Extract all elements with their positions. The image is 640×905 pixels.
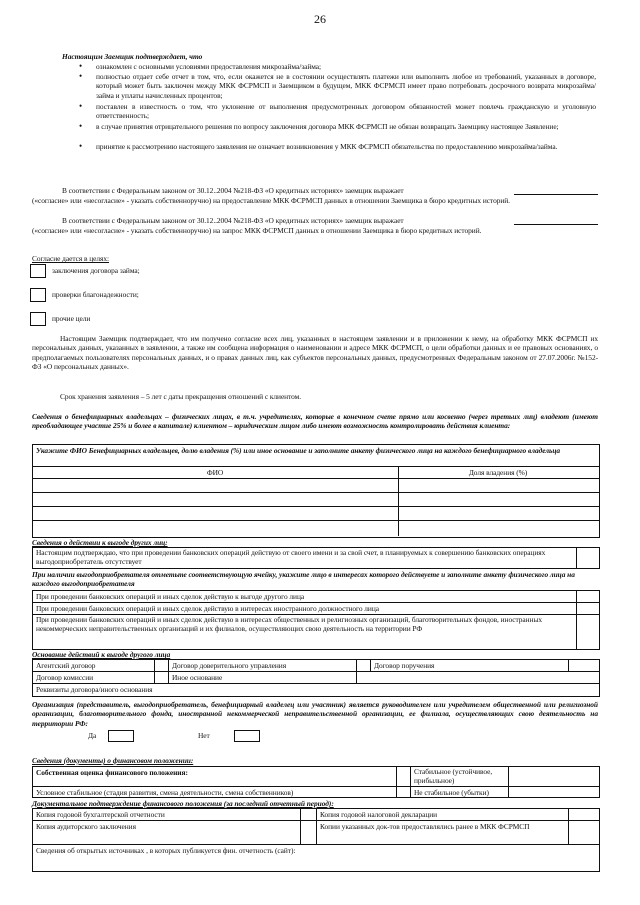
option-1-checkbox[interactable] bbox=[578, 591, 596, 601]
beneficiary-table-instruction: Укажите ФИО Бенефициарных владельцев, долю владения (%) или иное основание и заполните анкету физического лица на каждого бенефициарного владельца bbox=[36, 446, 561, 455]
option-2-checkbox[interactable] bbox=[578, 603, 596, 613]
others-confirm-checkbox[interactable] bbox=[578, 549, 596, 566]
beneficiary-heading: Сведения о бенефициарных владельцах – физических лицах, в т.ч. учредителях, которые в конечном счете прямо или косвенно (через третьих лиц) владеют (имеют преобладающее участие 25% и более в капитале) клиентом – юридическим лицом либо имеют возможность контролировать действия клиента: bbox=[32, 412, 598, 431]
table-rule bbox=[32, 683, 600, 684]
no-checkbox[interactable] bbox=[234, 730, 260, 742]
beneficiary-table bbox=[32, 444, 600, 538]
table-rule bbox=[32, 786, 600, 787]
ground-other-label: Иное основание bbox=[172, 673, 223, 682]
beneficiary-name-cell[interactable] bbox=[33, 479, 397, 491]
bullet-2: • полностью отдает себе отчет в том, что, если окажется не в состоянии осуществлять платежи или выполнить любое из требований, указанных в договоре, который может быть заключен между МКК ФСРМСП и Заемщиком в будущем, МКК ФСРМСП имеет право потребовать досрочного возврата микрозайма/займа и уплаты начисленных процентов; bbox=[96, 72, 596, 100]
ground-other-field[interactable] bbox=[358, 673, 596, 682]
tax-declaration-label: Копия годовой налоговой декларации bbox=[320, 810, 438, 819]
table-col-divider bbox=[396, 766, 397, 797]
table-col-divider bbox=[508, 766, 509, 797]
table-rule bbox=[32, 520, 600, 521]
storage-term: Срок хранения заявления – 5 лет с даты прекращения отношений с клиентом. bbox=[60, 392, 302, 401]
beneficiary-share-cell[interactable] bbox=[399, 479, 597, 491]
table-col-divider bbox=[568, 659, 569, 671]
ground-commission-label: Договор комиссии bbox=[36, 673, 94, 682]
table-rule bbox=[32, 506, 600, 507]
col-header-name: ФИО bbox=[206, 468, 224, 477]
option-3-label: При проведении банковских операций и иных сделок действую в интересах общественных и религиозных организаций, благотворительных фондов, иностранных некоммерческих неправительственных организаций и их филиалов, осуществляющих свою деятельность на территории РФ bbox=[36, 615, 543, 634]
consent-2-text: В соответствии с Федеральным законом от 30.12..2004 №218-ФЗ «О кредитных историях» заемщик выражает bbox=[62, 216, 404, 225]
purpose-3-label: прочие цели bbox=[52, 314, 91, 323]
docs-heading: Документальное подтверждение финансового положения (за последний отчетный период): bbox=[32, 799, 334, 808]
ground-order-checkbox[interactable] bbox=[570, 661, 596, 670]
ground-trust-label: Договор доверительного управления bbox=[172, 661, 287, 670]
table-col-divider bbox=[576, 547, 577, 568]
ground-requisites-label: Реквизиты договора/иного основания bbox=[36, 685, 153, 694]
beneficiary-present-heading: При наличии выгодоприобретателя отметьте соответствующую ячейку, укажите лицо в интересах которого действуете и заполните анкету физического лица на каждого выгодоприобретателя bbox=[32, 570, 575, 589]
table-col-divider bbox=[568, 808, 569, 844]
consent-2-cont: («согласие» или «несогласие» - указать собственноручно) на запрос МКК ФСРМСП данных в отношении Заемщика в бюро кредитных историй. bbox=[32, 226, 482, 235]
ground-agent-label: Агентский договор bbox=[36, 661, 96, 670]
annual-report-checkbox[interactable] bbox=[302, 810, 315, 819]
table-col-divider bbox=[168, 659, 169, 683]
self-assessment-label: Собственная оценка финансового положения: bbox=[36, 768, 188, 777]
table-rule bbox=[32, 492, 600, 493]
consent-1-cont: («согласие» или «несогласие» - указать собственноручно) на предоставление МКК ФСРМСП данных в отношении Заемщика в бюро кредитных историй. bbox=[32, 196, 510, 205]
purpose-3-checkbox[interactable] bbox=[30, 312, 46, 326]
table-col-divider bbox=[154, 659, 155, 683]
stable-checkbox[interactable] bbox=[398, 768, 409, 784]
bullet-3: • поставлен в известность о том, что уклонение от выполнения предусмотренных договором обязанностей может повлечь гражданскую и уголовную ответственность; bbox=[96, 102, 596, 121]
table-col-divider bbox=[410, 766, 411, 797]
audit-checkbox[interactable] bbox=[302, 822, 315, 843]
confirm-heading: Настоящим Заемщик подтверждает, что bbox=[62, 52, 203, 61]
table-col-divider bbox=[356, 659, 357, 671]
option-2-label: При проведении банковских операций и иных сделок действую в интересах иностранного должностного лица bbox=[36, 604, 379, 613]
no-label: Нет bbox=[198, 731, 210, 740]
purpose-1-checkbox[interactable] bbox=[30, 264, 46, 278]
ground-order-label: Договор поручения bbox=[374, 661, 435, 670]
purpose-1-label: заключения договора займа; bbox=[52, 266, 140, 275]
table-col-divider bbox=[316, 808, 317, 844]
table-rule bbox=[32, 602, 600, 603]
ground-trust-checkbox[interactable] bbox=[358, 661, 369, 670]
option-3-checkbox[interactable] bbox=[578, 615, 596, 647]
ground-commission-checkbox[interactable] bbox=[156, 673, 167, 682]
stable-label: Стабильное (устойчивое, прибыльное) bbox=[414, 767, 493, 786]
table-rule bbox=[32, 466, 600, 467]
unstable-checkbox[interactable] bbox=[510, 788, 596, 795]
table-col-divider bbox=[576, 590, 577, 649]
ground-agent-checkbox[interactable] bbox=[156, 661, 167, 670]
finance-heading: Сведения (документы) о финансовом положении: bbox=[32, 756, 194, 765]
consent-1-text: В соответствии с Федеральным законом от 30.12..2004 №218-ФЗ «О кредитных историях» заемщик выражает bbox=[62, 186, 404, 195]
purpose-2-label: проверки благонадежности; bbox=[52, 290, 139, 299]
audit-label: Копия аудиторского заключения bbox=[36, 822, 136, 831]
consent-2-field[interactable] bbox=[514, 216, 598, 225]
consent-1-field[interactable] bbox=[514, 186, 598, 195]
bullet-4: • в случае принятия отрицательного решения по вопросу заключения договора МКК ФСРМСП не обязан возвращать Заемщику настоящее Заявление; bbox=[96, 122, 596, 131]
grounds-heading: Основание действий к выгоде другого лица bbox=[32, 650, 171, 659]
conditionally-stable-checkbox[interactable] bbox=[398, 788, 409, 795]
option-1-label: При проведении банковских операций и иных сделок действую к выгоде другого лица bbox=[36, 592, 305, 601]
org-question: Организация (представитель, выгодоприобретатель, бенефициарный владелец или участник) является руководителем или учредителем общественной или религиозной организации, благотворительного фонда, иностранной некоммерческой неправительственной организации, ее филиала, осуществляющих свою деятельность на территории РФ: bbox=[32, 700, 598, 728]
previously-provided-checkbox[interactable] bbox=[570, 822, 596, 843]
others-confirm-text: Настоящим подтверждаю, что при проведении банковских операций действую от своего имени и за свой счет, в планируемых к совершению банковских операциях выгодоприобретатель отсутствует bbox=[36, 548, 546, 567]
conditionally-stable-label: Условное стабильное (стадия развития, смена деятельности, смена собственников) bbox=[36, 788, 294, 797]
tax-declaration-checkbox[interactable] bbox=[570, 810, 596, 819]
table-col-divider bbox=[356, 671, 357, 683]
table-col-divider bbox=[300, 808, 301, 844]
table-col-divider bbox=[370, 659, 371, 671]
others-heading: Сведения о действии к выгоде других лиц: bbox=[32, 538, 168, 547]
ground-requisites-field[interactable] bbox=[200, 685, 596, 694]
purpose-2-checkbox[interactable] bbox=[30, 288, 46, 302]
unstable-label: Не стабильное (убытки) bbox=[414, 788, 489, 797]
annual-report-label: Копия годовой бухгалтерской отчетности bbox=[36, 810, 165, 819]
page-number: 26 bbox=[314, 12, 326, 26]
personal-data-paragraph: Настоящим Заемщик подтверждает, что им получено согласие всех лиц, указанных в настоящем заявлении и в приложении к нему, на обработку МКК ФСРМСП их персональных данных, указанных в заявлении, а также им сообщена информация о наименовании и адресе МКК ФСРМСП, о цели обработки данных и ее правовых основаниях, о предполагаемых пользователях персональных данных, и о правах данных лиц, как субъектов персональных данных, предусмотренных Федеральным законом от 27.07.2006г. №152-ФЗ «О персональных данных». bbox=[32, 334, 598, 372]
table-rule bbox=[32, 671, 600, 672]
yes-label: Да bbox=[88, 731, 97, 740]
col-header-share: Доля владения (%) bbox=[468, 468, 528, 477]
open-sources-label: Сведения об открытых источниках , в которых публикуется фин. отчетность (сайт): bbox=[36, 846, 296, 855]
bullet-1: • ознакомлен с основными условиями предоставления микрозайма/займа; bbox=[96, 62, 596, 71]
yes-checkbox[interactable] bbox=[108, 730, 134, 742]
table-rule bbox=[32, 844, 600, 845]
open-sources-field[interactable] bbox=[340, 846, 596, 868]
previously-provided-label: Копии указанных док-тов предоставлялись ранее в МКК ФСРМСП bbox=[320, 822, 530, 831]
bullet-5: • принятие к рассмотрению настоящего заявления не означает возникновения у МКК ФСРМСП обязательства по предоставлению микрозайма/займа. bbox=[96, 142, 596, 151]
purposes-heading: Согласие дается в целях: bbox=[32, 254, 109, 263]
